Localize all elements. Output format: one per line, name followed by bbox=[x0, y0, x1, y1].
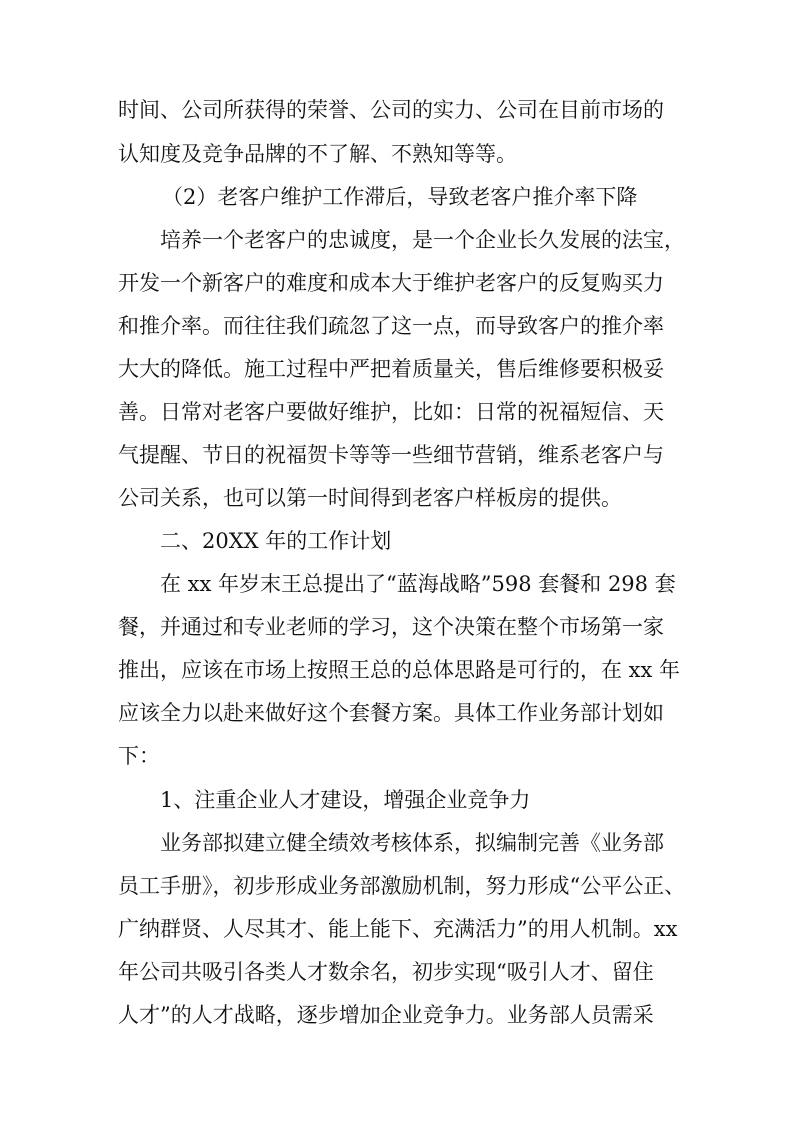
section-heading: （2）老客户维护工作滞后，导致老客户推介率下降 bbox=[162, 185, 638, 209]
paragraph-line: 开发一个新客户的难度和成本大于维护老客户的反复购买力 bbox=[118, 271, 664, 295]
paragraph-line: 人才”的人才战略，逐步增加企业竞争力。业务部人员需采 bbox=[118, 1003, 654, 1027]
section-heading: 1、注重企业人才建设，增强企业竞争力 bbox=[160, 788, 531, 812]
paragraph-line: 应该全力以赴来做好这个套餐方案。具体工作业务部计划如 bbox=[118, 701, 664, 725]
paragraph-line: 年公司共吸引各类人才数余名，初步实现“吸引人才、留住 bbox=[118, 960, 654, 984]
paragraph-line: 时间、公司所获得的荣誉、公司的实力、公司在目前市场的 bbox=[118, 98, 664, 122]
paragraph-line: 大大的降低。施工过程中严把着质量关，售后维修要积极妥 bbox=[118, 357, 664, 381]
section-heading: 二、20XX 年的工作计划 bbox=[160, 529, 392, 553]
paragraph-line: 培养一个老客户的忠诚度，是一个企业长久发展的法宝， bbox=[160, 228, 685, 252]
paragraph-line: 员工手册》，初步形成业务部激励机制，努力形成“公平公正、 bbox=[118, 874, 686, 898]
paragraph-line: 在 xx 年岁末王总提出了“蓝海战略”598 套餐和 298 套 bbox=[160, 572, 676, 596]
paragraph-line: 餐，并通过和专业老师的学习，这个决策在整个市场第一家 bbox=[118, 615, 664, 639]
paragraph-line: 气提醒、节日的祝福贺卡等等一些细节营销，维系老客户与 bbox=[118, 443, 664, 467]
paragraph-line: 公司关系，也可以第一时间得到老客户样板房的提供。 bbox=[118, 486, 622, 510]
paragraph-line: 广纳群贤、人尽其才、能上能下、充满活力”的用人机制。xx bbox=[118, 917, 678, 941]
paragraph-line: 推出，应该在市场上按照王总的总体思路是可行的，在 xx 年 bbox=[118, 658, 681, 682]
paragraph-line: 下： bbox=[118, 744, 160, 768]
paragraph-line: 善。日常对老客户要做好维护，比如：日常的祝福短信、天 bbox=[118, 400, 664, 424]
paragraph-line: 认知度及竞争品牌的不了解、不熟知等等。 bbox=[118, 142, 517, 166]
paragraph-line: 业务部拟建立健全绩效考核体系，拟编制完善《业务部 bbox=[160, 831, 664, 855]
paragraph-line: 和推介率。而往往我们疏忽了这一点，而导致客户的推介率 bbox=[118, 314, 664, 338]
